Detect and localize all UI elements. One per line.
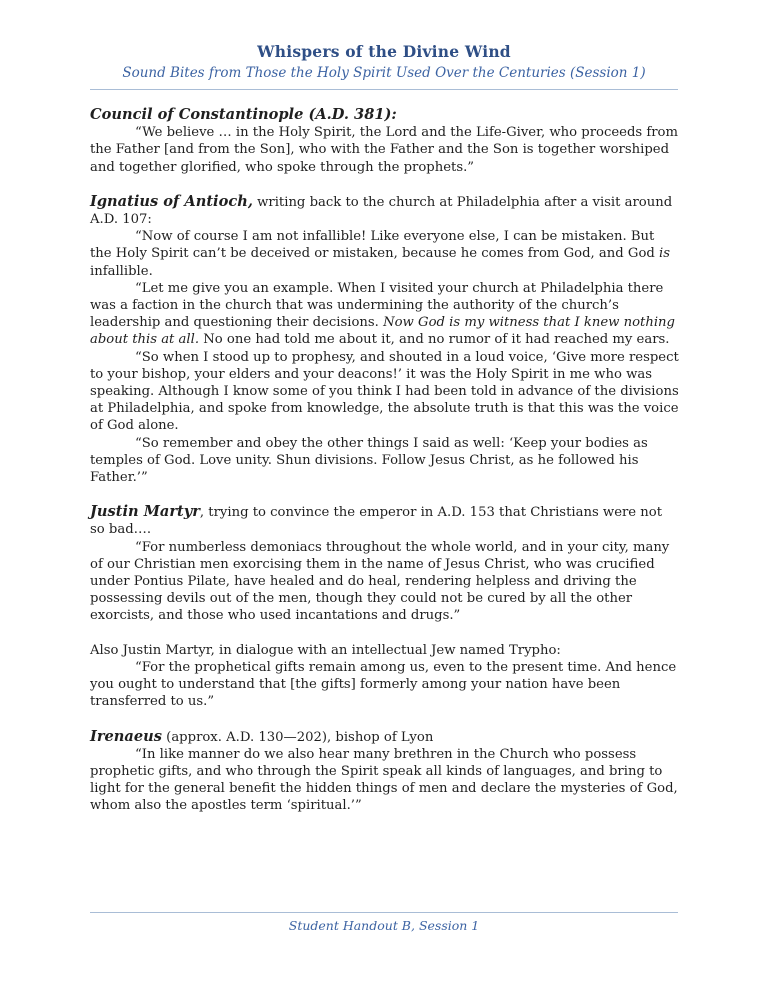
section-title-justin: Justin Martyr — [90, 503, 200, 521]
page-header — [90, 42, 678, 81]
quote-ignatius-2: “Let me give you an example. When I visited your church at Philadelphia there was a faction in the church that was undermining the authority of the church’s leadership and questioning their decisions. Now God is my witness that I knew nothing about this at all. No one had told me about it, and no rumor of it had reached my ears. — [90, 280, 675, 348]
section-intro-ignatius: writing back to the church at Philadelphia after a visit around A.D. 107: — [90, 194, 673, 228]
section-title-ignatius: Ignatius of Antioch, — [90, 192, 253, 210]
quote-ignatius-4: “So remember and obey the other things I said as well: ‘Keep your bodies as temples of God. Love unity. Shun divisions. Follow Jesus Christ, as he followed his Father.’” — [90, 435, 648, 486]
section-constantinople — [90, 106, 680, 176]
section-title-constantinople: Council of Constantinople (A.D. 381): — [90, 106, 397, 123]
section-title-irenaeus: Irenaeus — [90, 727, 162, 745]
section-lead-irenaeus — [90, 728, 680, 746]
page-subtitle: Sound Bites from Those the Holy Spirit Used Over the Centuries (Session 1) — [122, 65, 646, 81]
section-ignatius — [90, 193, 680, 486]
page-title: Whispers of the Divine Wind — [257, 42, 511, 61]
section-justin — [90, 503, 680, 624]
section-intro-irenaeus: (approx. A.D. 130—202), bishop of Lyon — [161, 729, 434, 745]
quote-ignatius-3: “So when I stood up to prophesy, and shouted in a loud voice, ‘Give more respect to your bishop, your elders and your deacons!’ it was the Holy Spirit in me who was speaking. Although I know some of you think I had been told in advance of the divisions at Philadelphia, and spoke from knowledge, the absolute truth is that this was the voice of God alone. — [90, 349, 679, 434]
section-irenaeus — [90, 728, 680, 815]
section-justin-trypho — [90, 642, 680, 711]
quote-ignatius-1: “Now of course I am not infallible! Like everyone else, I can be mistaken. But the Holy Spirit can’t be deceived or mistaken, because he comes from God, and God is infallible. — [90, 229, 671, 279]
quote-justin-2: “For the prophetical gifts remain among us, even to the present time. And hence you ought to understand that [the gifts] formerly among your nation have been transferred to us.” — [90, 659, 677, 710]
quote-irenaeus: “In like manner do we also hear many brethren in the Church who possess prophetic gifts, and who through the Spirit speak all kinds of languages, and bring to light for the general benefit the hidden things of men and declare the mysteries of God, whom also the apostles term ‘spiritual.’” — [90, 746, 678, 814]
document-body — [90, 106, 680, 832]
quote-justin-1: “For numberless demoniacs throughout the whole world, and in your city, many of our Christian men exorcising them in the name of Jesus Christ, who was crucified under Pontius Pilate, have healed and do heal, rendering helpless and driving the possessing devils out of the men, though they could not be cured by all the other exorcists, and those who used incantations and drugs.” — [90, 539, 670, 624]
section-lead-ignatius — [90, 193, 680, 228]
section-intro-justin-trypho: Also Justin Martyr, in dialogue with an intellectual Jew named Trypho: — [90, 642, 561, 658]
header-divider — [90, 89, 678, 90]
quote-constantinople: “We believe … in the Holy Spirit, the Lord and the Life-Giver, who proceeds from the Father [and from the Son], who with the Father and the Son is together worshiped and together glorified, who spoke through the prophets.” — [90, 125, 678, 175]
section-lead-justin — [90, 503, 680, 538]
section-intro-justin: , trying to convince the emperor in A.D. 153 that Christians were not so bad…. — [90, 505, 663, 538]
page-footer: Student Handout B, Session 1 — [288, 918, 480, 933]
footer-divider — [90, 912, 678, 913]
